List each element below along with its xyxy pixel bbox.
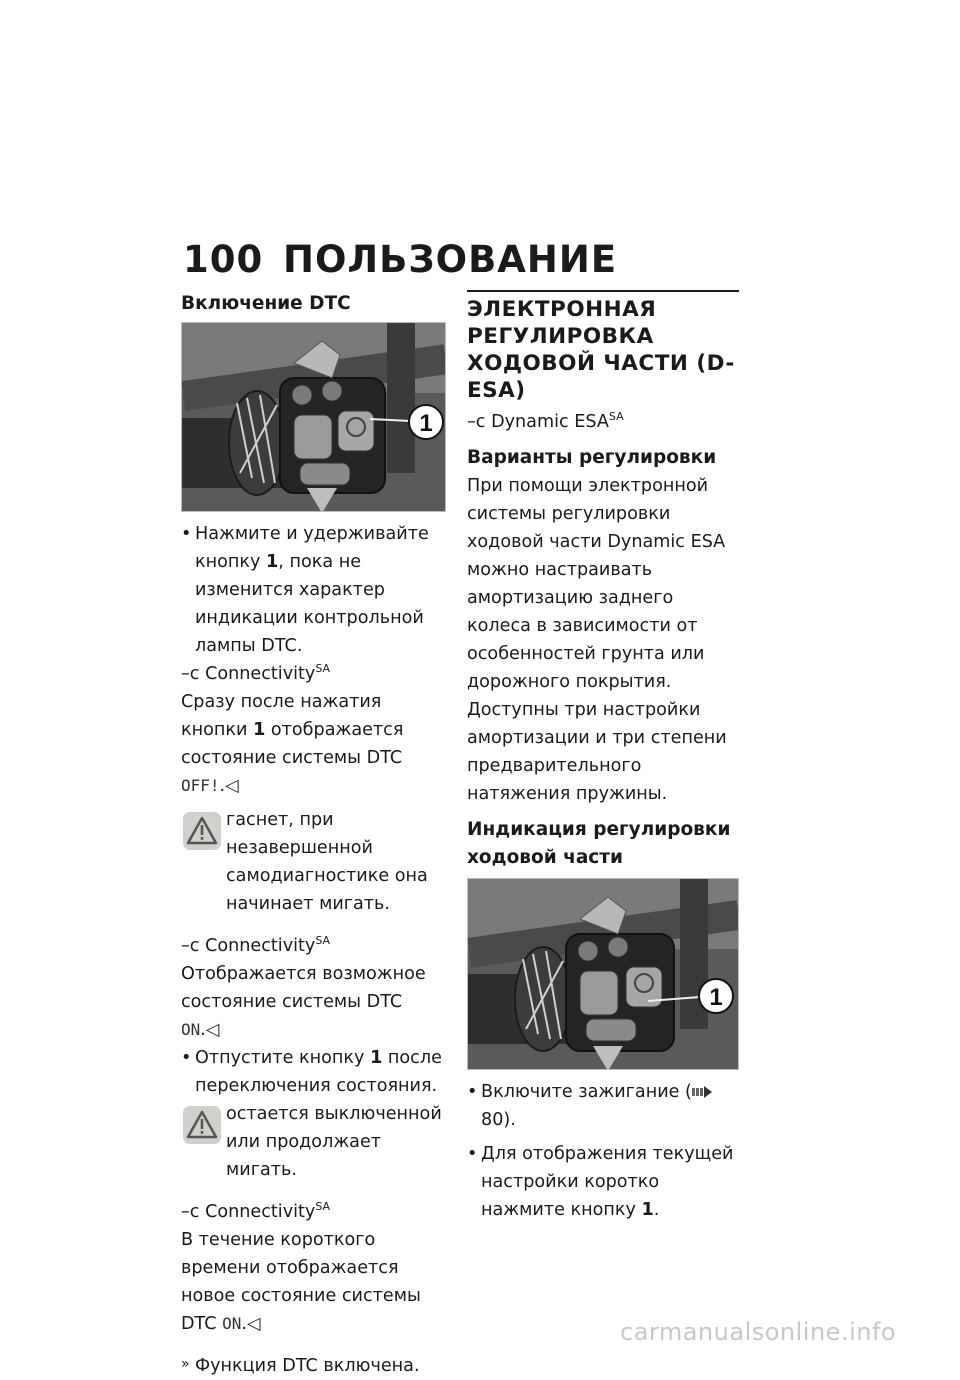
section-rule [467, 290, 739, 292]
handlebar-switch-photo-2 [467, 878, 739, 1070]
warning-note-1: гаснет, при незавершенной самодиагностике она начинает мигать. [181, 806, 446, 918]
bullet-dot-icon: • [467, 1144, 478, 1164]
suspension-display-heading: Индикация регулировки ходовой части [467, 819, 731, 868]
callout-number: 1 [419, 410, 433, 437]
bullet-dot-icon: • [467, 1082, 478, 1102]
availability-line: –с Dynamic $ESA^{SA}$ [467, 410, 624, 432]
connectivity-block-1: –с Connectivity$^{SA}$ Сразу после нажатия кнопки 1 отображается состояние системы DTC OFF!.◁ [181, 662, 404, 796]
warning-triangle-icon [183, 812, 221, 850]
bullet-dot-icon: • [181, 1048, 192, 1068]
connectivity-block-3: –с Connectivity$^{SA}$ В течение короткого времени отображается новое состояние системы DTC ON.◁ [181, 1200, 421, 1334]
handlebar-switch-photo [181, 322, 446, 512]
connectivity-block-2: –с Connectivity$^{SA}$ Отображается возможное состояние системы DTC ON.◁ [181, 934, 426, 1040]
callout-number: 1 [709, 984, 723, 1011]
warning-triangle-icon [183, 1106, 221, 1144]
adjustment-paragraph: При помощи электронной системы регулировки ходовой части Dynamic ESA можно настраивать амортизацию заднего колеса в зависимости от особенностей грунта или дорожного покрытия. Доступны три настройки амортизации и три степени предварительного натяжения пружины. [467, 476, 727, 804]
page-header [183, 238, 617, 281]
page-reference-link[interactable]: 80 [481, 1110, 504, 1130]
left-column [181, 290, 446, 1380]
adjustment-options-heading: Варианты регулировки [467, 447, 717, 468]
result-marker-icon: » [181, 1356, 190, 1372]
reference-arrow-icon [692, 1086, 712, 1098]
warning-note-2: остается выключенной или продолжает мигать. [181, 1100, 446, 1184]
instruction-short-press: • Для отображения текущей настройки коротко нажмите кнопку 1. [467, 1140, 739, 1224]
bullet-dot-icon: • [181, 524, 192, 544]
dtc-heading: Включение DTC [181, 293, 351, 314]
instruction-release: • Отпустите кнопку 1 после переключения состояния. [181, 1044, 446, 1100]
instruction-ignition: • Включите зажигание (80). [467, 1078, 739, 1134]
result-line: » Функция DTC включена. [181, 1352, 446, 1380]
section-title: ПОЛЬЗОВАНИЕ [283, 238, 618, 281]
instruction-press-hold: • Нажмите и удерживайте кнопку 1, пока не изменится характер индикации контрольной лампы DTC. [181, 520, 446, 660]
page-number: 100 [183, 238, 264, 281]
right-column [467, 290, 739, 1224]
watermark: carmanualsonline.info [620, 1318, 897, 1346]
desa-heading: ЭЛЕКТРОННАЯ РЕГУЛИРОВКА ХОДОВОЙ ЧАСТИ (D-ESA) [467, 297, 735, 403]
